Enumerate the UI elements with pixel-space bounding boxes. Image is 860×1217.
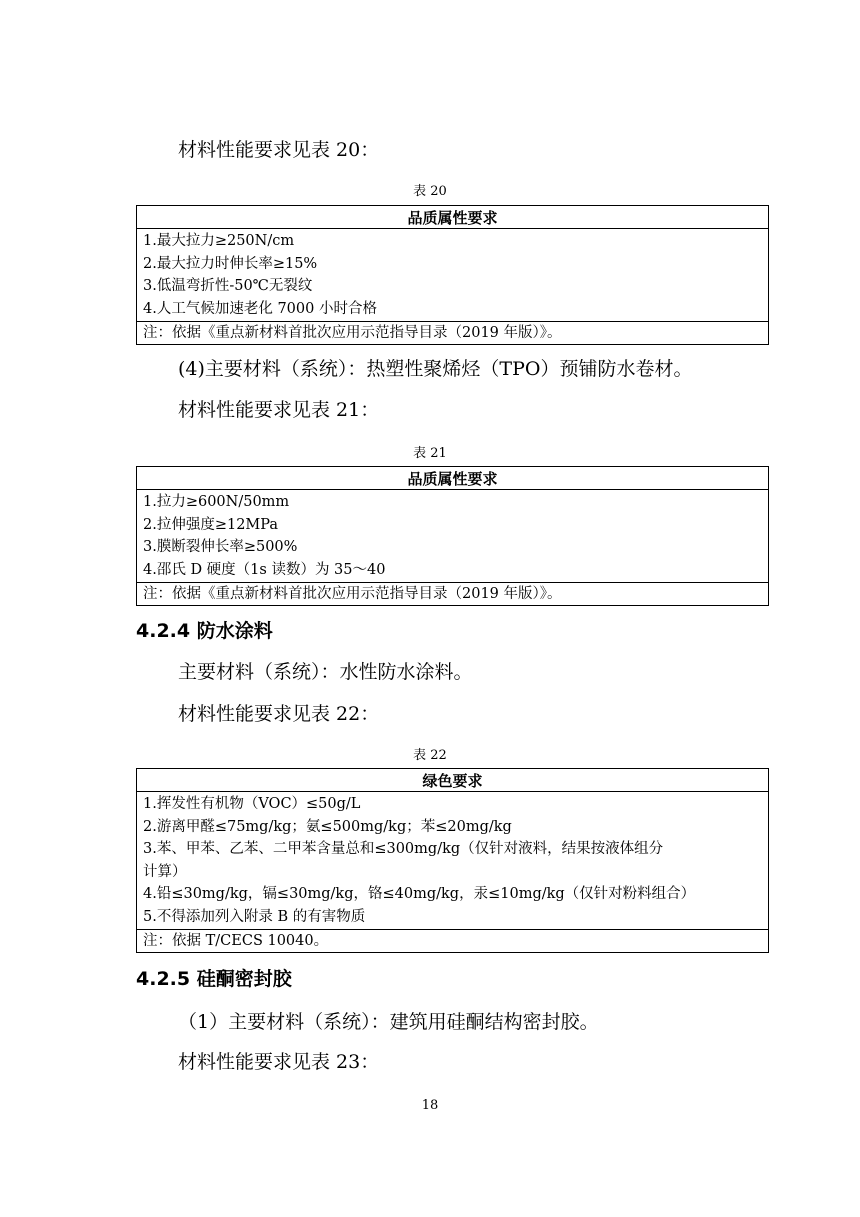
section-heading: 4.2.4 防水涂料 [136,620,273,642]
paragraph: 材料性能要求见表 22： [178,703,380,725]
paragraph: 主要材料（系统）：水性防水涂料。 [178,661,473,683]
paragraph: (4)主要材料（系统）：热塑性聚烯烃（TPO）预铺防水卷材。 [178,358,693,380]
table-items-cell [137,229,769,322]
table-item: 3.膜断裂伸长率≥500% [143,539,298,555]
table-item: 3.苯、甲苯、乙苯、二甲苯含量总和≤300mg/kg（仅针对液料，结果按液体组分 [143,841,664,857]
table-item: 2.游离甲醛≤75mg/kg；氨≤500mg/kg；苯≤20mg/kg [143,818,512,835]
table-header: 品质属性要求 [137,467,769,490]
table-caption: 表 20 [413,184,447,199]
page-number: 18 [421,1098,439,1113]
table-items-cell [137,792,769,930]
paragraph: （1）主要材料（系统）：建筑用硅酮结构密封胶。 [178,1011,599,1033]
table-item: 计算） [143,863,187,880]
table-item: 5.不得添加列入附录 B 的有害物质 [143,908,366,925]
table-note: 注：依据《重点新材料首批次应用示范指导目录（2019 年版）》。 [137,322,769,345]
table-item: 4.邵氏 D 硬度（1s 读数）为 35～40 [143,561,386,578]
section-heading: 4.2.5 硅酮密封胶 [136,968,292,990]
table-item: 3.低温弯折性-50℃无裂纹 [143,278,313,294]
table-note: 注：依据 T/CECS 10040。 [137,930,769,953]
table-header: 品质属性要求 [137,206,769,229]
table-22 [136,768,769,953]
table-item: 4.铅≤30mg/kg，镉≤30mg/kg，铬≤40mg/kg，汞≤10mg/kg（仅针对粉料组合） [143,886,696,902]
table-header: 绿色要求 [137,769,769,792]
table-item: 1.拉力≥600N/50mm [143,494,290,510]
table-caption: 表 22 [413,748,447,763]
table-caption: 表 21 [413,446,447,461]
table-21 [136,466,769,606]
table-items-cell [137,490,769,583]
table-note: 注：依据《重点新材料首批次应用示范指导目录（2019 年版）》。 [137,583,769,606]
table-20 [136,205,769,345]
table-item: 4.人工气候加速老化 7000 小时合格 [143,300,377,317]
table-item: 1.挥发性有机物（VOC）≤50g/L [143,796,361,812]
table-item: 2.拉伸强度≥12MPa [143,516,279,533]
paragraph: 材料性能要求见表 21： [178,399,380,421]
table-item: 1.最大拉力≥250N/cm [143,233,295,249]
paragraph: 材料性能要求见表 20： [178,139,380,161]
table-item: 2.最大拉力时伸长率≥15% [143,255,318,272]
paragraph: 材料性能要求见表 23： [178,1051,380,1073]
